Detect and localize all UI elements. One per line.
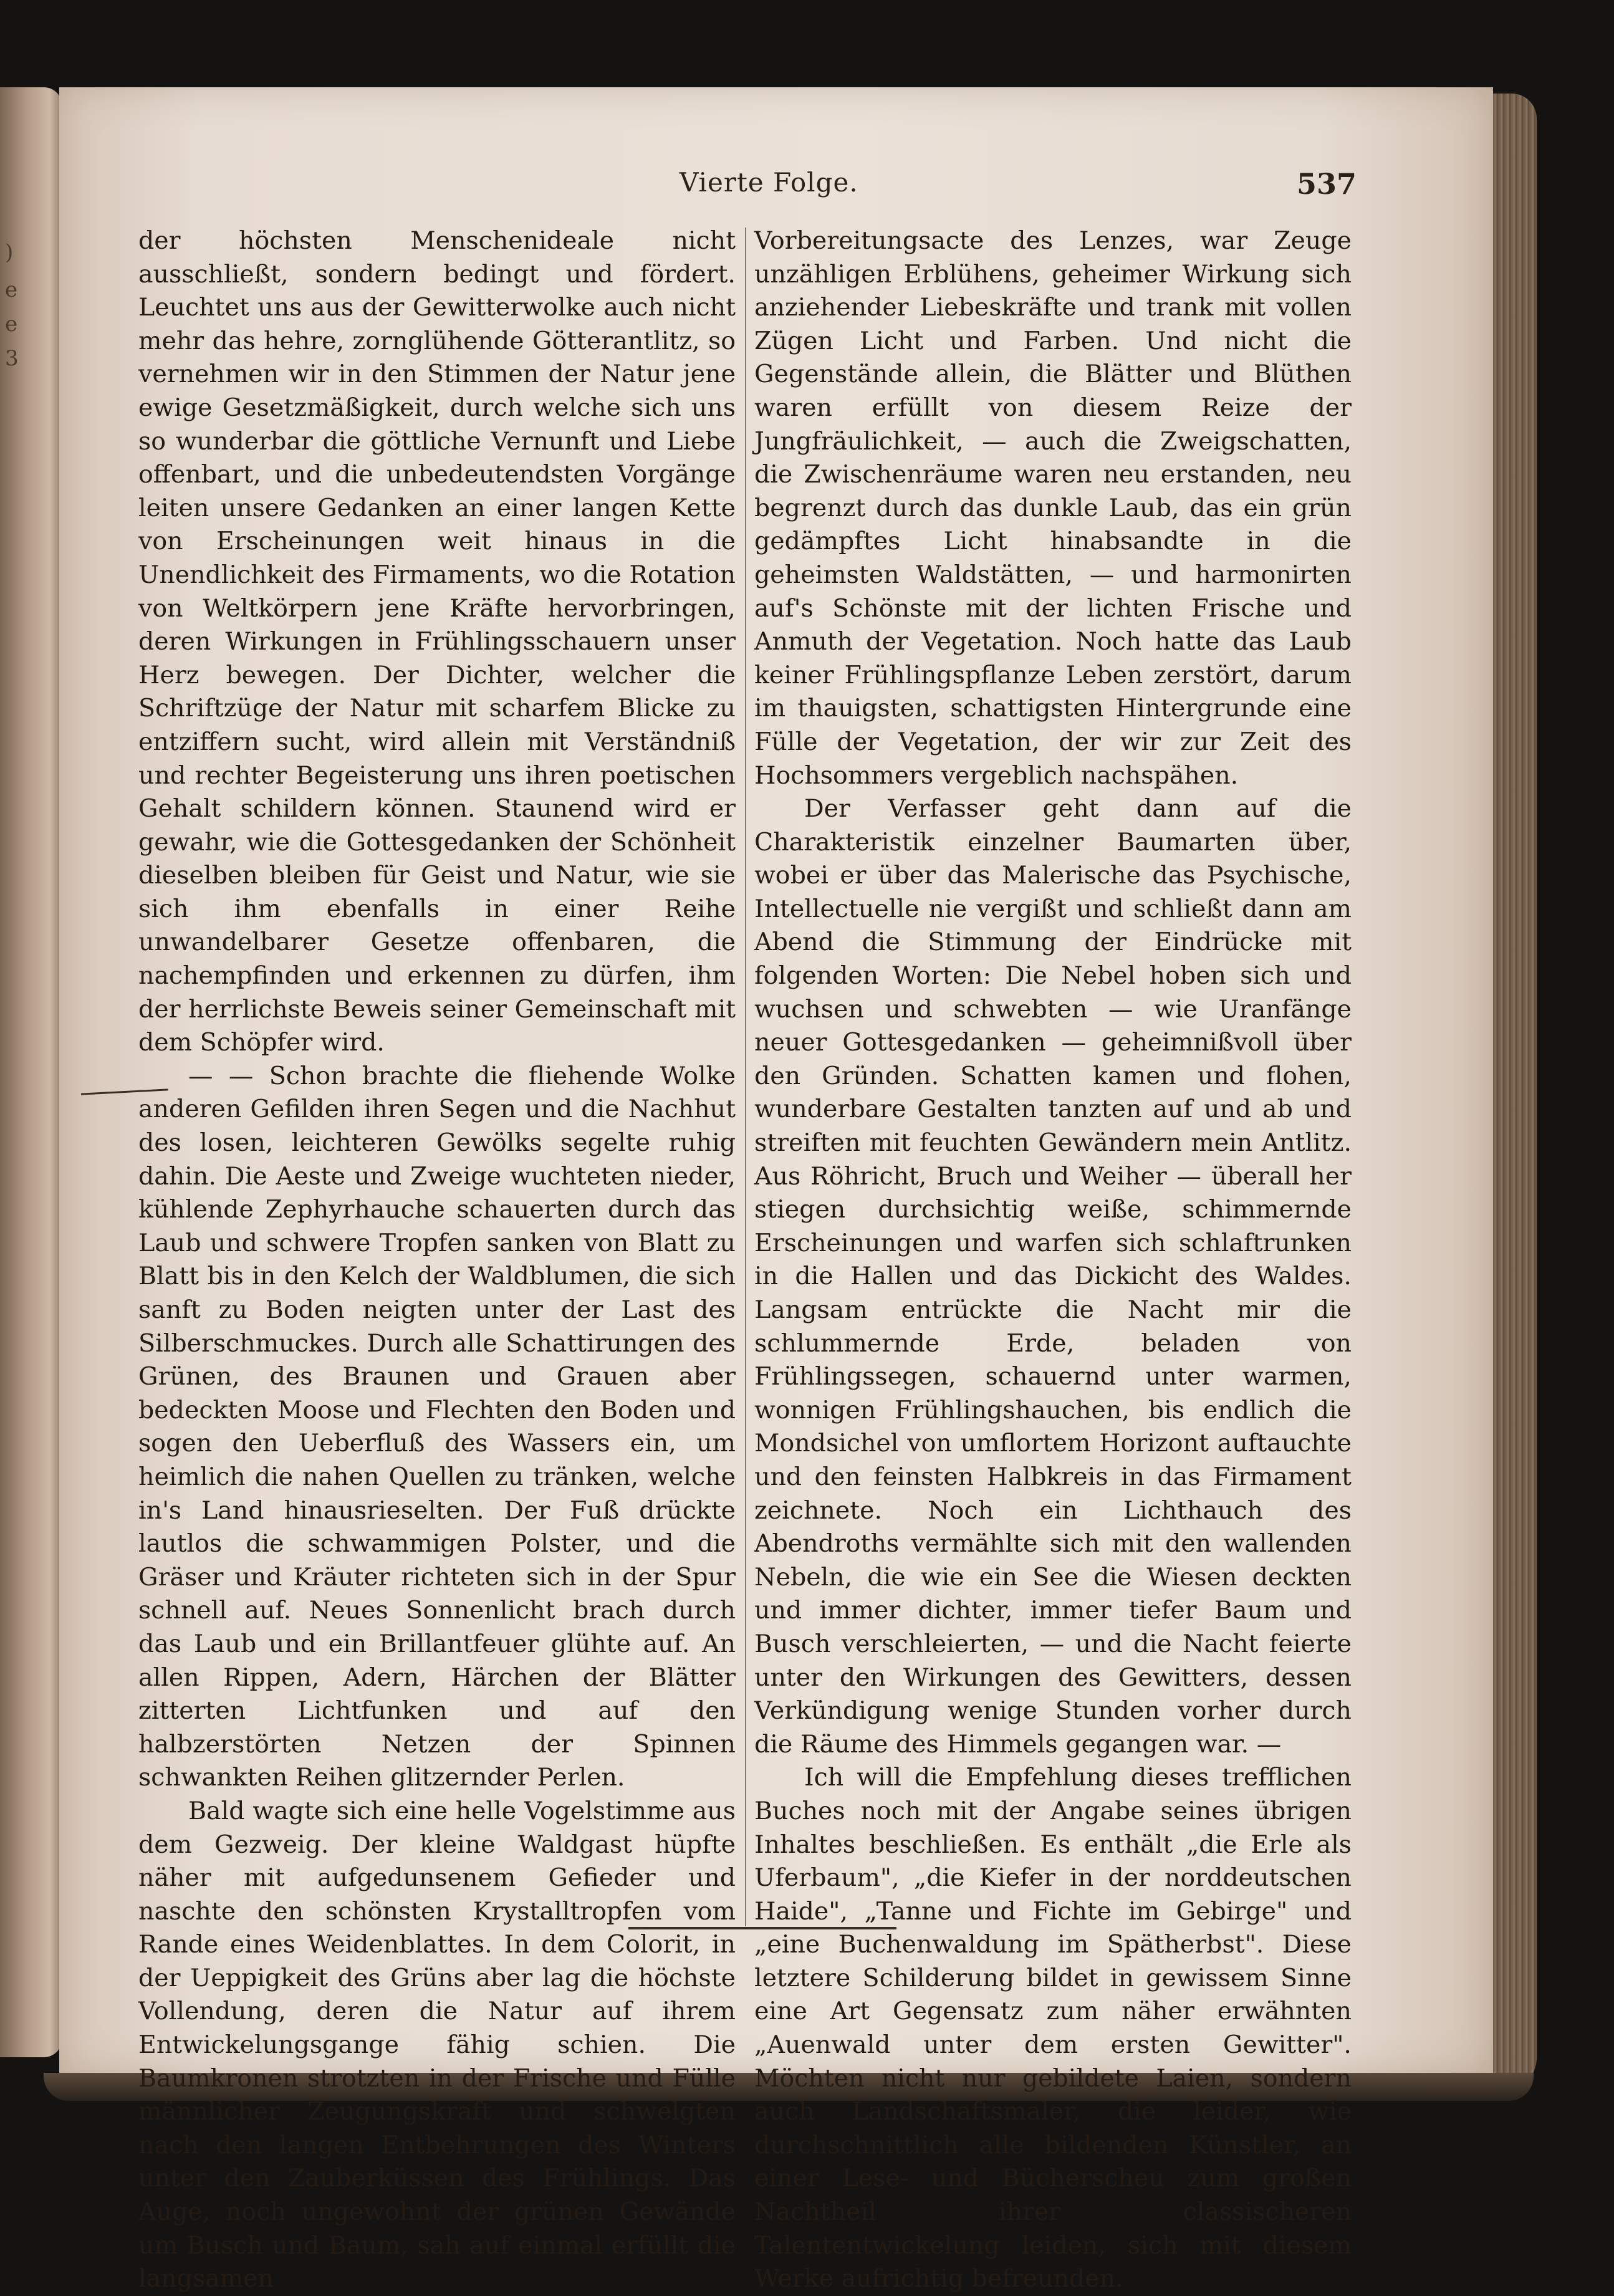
margin-mark: e xyxy=(5,312,18,337)
margin-mark: e xyxy=(5,277,18,302)
paragraph: Der Verfasser geht dann auf die Charakteristik einzelner Baumarten über, wobei er über das Malerische das Psychische, Intellectuelle nie vergißt und schließt dann am Abend die Stimmung der Eindrücke mit folgenden Worten: Die Nebel hoben sich und wuchsen und schwebten — wie Uranfänge neuer Gottesgedanken — geheimnißvoll über den Gründen. Schatten kamen und flohen, wunderbare Gestalten tanzten auf und ab und streiften mit feuchten Gewändern mein Antlitz. Aus Röhricht, Bruch und Weiher — überall her stiegen durchsichtig weiße, schimmernde Erscheinungen und warfen sich schlaftrunken in die Hallen und das Dickicht des Waldes. Langsam entrückte die Nacht mir die schlummernde Erde, beladen von Frühlingssegen, schauernd unter warmen, wonnigen Frühlingshauchen, bis endlich die Mondsichel von umflortem Horizont auftauchte und den feinsten Halbkreis in das Firmament zeichnete. Noch ein Lichthauch des Abendroths vermählte sich mit den wallenden Nebeln, die wie ein See die Wiesen deckten und immer dichter, immer tiefer Baum und Busch verschleierten, — und die Nacht feierte unter den Wirkungen des Gewitters, dessen Verkündigung wenige Stunden vorher durch die Räume des Himmels gegangen war. — xyxy=(754,794,1352,1759)
column-divider xyxy=(745,228,746,1926)
margin-mark: ) xyxy=(5,240,14,265)
end-rule xyxy=(628,1927,896,1929)
left-column xyxy=(138,224,736,2296)
paragraph: — — Schon brachte die fliehende Wolke anderen Gefilden ihren Segen und die Nachhut des losen, leichteren Gewölks segelte ruhig dahin. Die Aeste und Zweige wuchteten nieder, kühlende Zephyrhauche schauerten durch das Laub und schwere Tropfen sanken von Blatt zu Blatt bis in den Kelch der Waldblumen, die sich sanft zu Boden neigten unter der Last des Silberschmuckes. Durch alle Schattirungen des Grünen, des Braunen und Grauen aber bedeckten Moose und Flechten den Boden und sogen den Ueberfluß des Wassers ein, um heimlich die nahen Quellen zu tränken, welche in's Land hinausrieselten. Der Fuß drückte lautlos die schwammigen Polster, und die Gräser und Kräuter richteten sich in der Spur schnell auf. Neues Sonnenlicht brach durch das Laub und ein Brillantfeuer glühte auf. An allen Rippen, Adern, Härchen der Blätter zitterten Lichtfunken und auf den halbzerstörten Netzen der Spinnen schwankten Reihen glitzernder Perlen. xyxy=(138,1061,736,1792)
margin-mark: 3 xyxy=(5,346,19,371)
paragraph: Bald wagte sich eine helle Vogelstimme aus dem Gezweig. Der kleine Waldgast hüpfte näher mit aufgedunsenem Gefieder und naschte den schönsten Krystalltropfen vom Rande eines Weidenblattes. In dem Colorit, in der Ueppigkeit des Grüns aber lag die höchste Vollendung, deren die Natur auf ihrem Entwickelungsgange fähig schien. Die Baumkronen strotzten in der Frische und Fülle männlicher Zeugungskraft und schwelgten nach den langen Entbehrungen des Winters unter den Zauberküssen des Frühlings. Das Auge, noch ungewohnt der grünen Gewände um Busch und Baum, sah auf einmal erfüllt die langsamen xyxy=(138,1796,736,2294)
paragraph: Vorbereitungsacte des Lenzes, war Zeuge unzähligen Erblühens, geheimer Wirkung sich anziehender Liebeskräfte und trank mit vollen Zügen Licht und Farben. Und nicht die Gegenstände allein, die Blätter und Blüthen waren erfüllt von diesem Reize der Jungfräulichkeit, — auch die Zweigschatten, die Zwischenräume waren neu erstanden, neu begrenzt durch das dunkle Laub, das ein grün gedämpftes Licht hinabsandte in die geheimsten Waldstätten, — und harmonirten auf's Schönste mit der lichten Frische und Anmuth der Vegetation. Noch hatte das Laub keiner Frühlingspflanze Leben zerstört, darum im thauigsten, schattigsten Hintergrunde eine Fülle der Vegetation, der wir zur Zeit des Hochsommers vergeblich nachspähen. xyxy=(754,226,1352,790)
paragraph: Ich will die Empfehlung dieses trefflichen Buches noch mit der Angabe seines übrigen Inhaltes beschließen. Es enthält „die Erle als Uferbaum", „die Kiefer in der norddeutschen Haide", „Tanne und Fichte im Gebirge" und „eine Buchenwaldung im Spätherbst". Diese letztere Schilderung bildet in gewissem Sinne eine Art Gegensatz zum näher erwähnten „Auenwald unter dem ersten Gewitter". Möchten nicht nur gebildete Laien, sondern auch Landschaftsmaler, die leider, wie durchschnittlich alle bildenden Künstler, an einer Lese- und Bücherscheu zum großen Nachtheil ihrer classischeren Talententwickelung leiden, sich mit diesem Werke aufrichtig befreunden. xyxy=(754,1763,1352,2294)
paragraph: der höchsten Menschenideale nicht ausschließt, sondern bedingt und fördert. Leuchtet uns aus der Gewitterwolke auch nicht mehr das hehre, zornglühende Götterantlitz, so vernehmen wir in den Stimmen der Natur jene ewige Gesetzmäßigkeit, durch welche sich uns so wunderbar die göttliche Vernunft und Liebe offenbart, und die unbedeutendsten Vorgänge leiten unsere Gedanken an einer langen Kette von Erscheinungen weit hinaus in die Unendlichkeit des Firmaments, wo die Rotation von Weltkörpern jene Kräfte hervorbringen, deren Wirkungen in Frühlingsschauern unser Herz bewegen. Der Dichter, welcher die Schriftzüge der Natur mit scharfem Blicke zu entziffern sucht, wird allein mit Verständniß und rechter Begeisterung uns ihren poetischen Gehalt schildern können. Staunend wird er gewahr, wie die Gottesgedanken der Schönheit dieselben bleiben für Geist und Natur, wie sie sich ihm ebenfalls in einer Reihe unwandelbarer Gesetze offenbaren, die nachempfinden und erkennen zu dürfen, ihm der herrlichste Beweis seiner Gemeinschaft mit dem Schöpfer wird. xyxy=(138,226,736,1057)
previous-page-edge xyxy=(0,87,62,2057)
right-column xyxy=(754,224,1352,2296)
running-header: Vierte Folge. xyxy=(680,167,858,198)
page-number: 537 xyxy=(1297,167,1357,201)
page-stack-edge xyxy=(1487,94,1537,2095)
